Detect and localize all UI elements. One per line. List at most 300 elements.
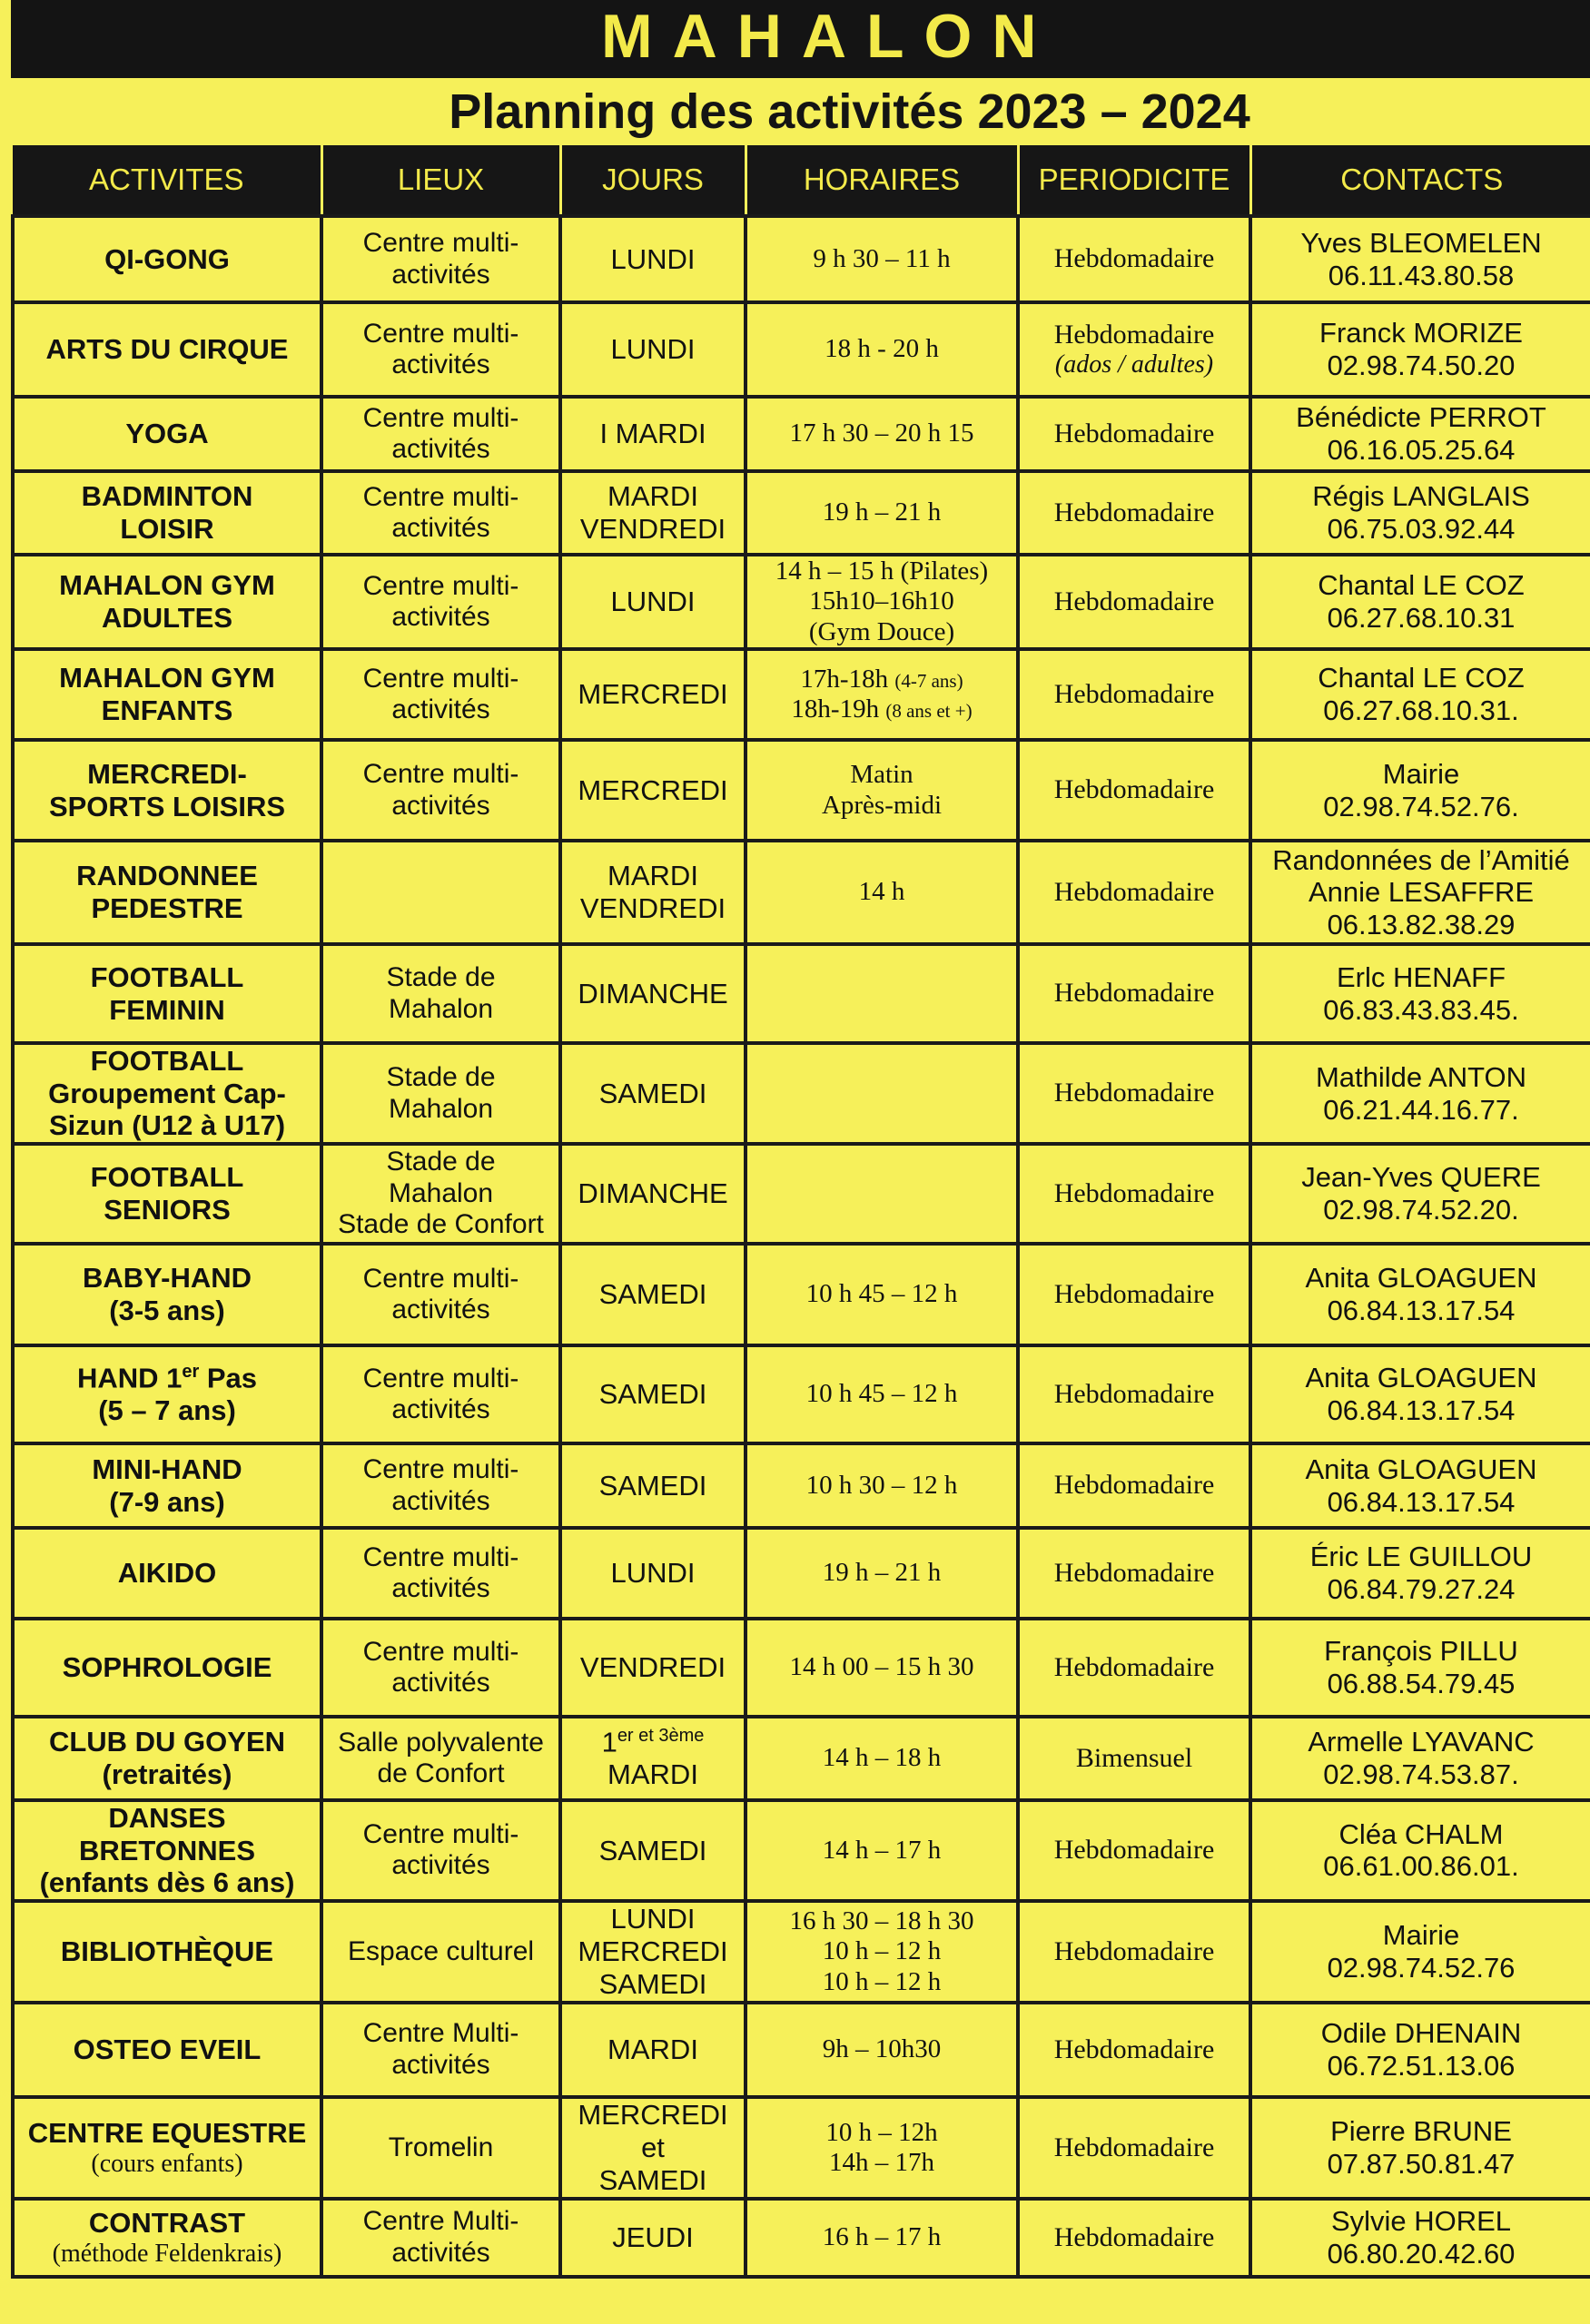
cell-activite	[13, 944, 321, 1043]
activite-line: (3-5 ans)	[109, 1295, 225, 1327]
horaires-line: 19 h – 21 h	[822, 1558, 942, 1588]
cell-horaires	[746, 1528, 1018, 1619]
contact-line: 06.84.13.17.54	[1327, 1295, 1516, 1327]
activite-line: MINI-HAND	[92, 1452, 242, 1485]
cell-lieu	[321, 1901, 560, 2003]
cell-contact	[1250, 944, 1590, 1043]
cell-horaires	[746, 1443, 1018, 1528]
activite-line: CLUB DU GOYEN	[48, 1726, 286, 1758]
lieu-line: Centre multi-	[362, 1363, 519, 1393]
activite-line: SENIORS	[104, 1194, 231, 1226]
activite-line: ADULTES	[101, 602, 233, 635]
periodicite-text: Hebdomadaire	[1053, 774, 1215, 805]
jours-line: SAMEDI	[598, 1834, 707, 1866]
contact-line: Chantal LE COZ	[1318, 662, 1525, 694]
jours-line: DIMANCHE	[578, 1177, 728, 1210]
contact-line: 06.88.54.79.45	[1327, 1668, 1516, 1700]
activite-line: (retraités)	[102, 1758, 232, 1791]
periodicite-text: Hebdomadaire	[1053, 1278, 1215, 1309]
contact-line: 06.80.20.42.60	[1327, 2237, 1516, 2270]
cell-contact	[1250, 471, 1590, 555]
cell-contact	[1250, 1619, 1590, 1717]
horaires-line: 16 h 30 – 18 h 30	[789, 1905, 974, 1935]
periodicite-text: Bimensuel	[1075, 1742, 1193, 1773]
cell-activite	[13, 1043, 321, 1144]
contact-line: Anita GLOAGUEN	[1305, 1262, 1537, 1295]
cell-contact	[1250, 555, 1590, 649]
horaires-age: (4-7 ans)	[894, 669, 963, 692]
cell-jours	[560, 1345, 746, 1443]
table-row	[13, 1528, 1590, 1619]
activite-line: ARTS DU CIRQUE	[45, 333, 289, 366]
periodicite-text: Hebdomadaire	[1053, 876, 1215, 907]
cell-periodicite	[1018, 649, 1250, 740]
cell-activite	[13, 397, 321, 471]
cell-jours	[560, 2199, 746, 2277]
cell-horaires	[746, 2199, 1018, 2277]
horaires-line	[751, 694, 1012, 724]
table-row	[13, 2199, 1590, 2277]
activite-line: SOPHROLOGIE	[62, 1651, 272, 1684]
contact-line: 07.87.50.81.47	[1327, 2147, 1516, 2180]
table-row	[13, 1043, 1590, 1144]
contact-line: Sylvie HOREL	[1330, 2205, 1512, 2238]
cell-activite	[13, 1717, 321, 1800]
cell-horaires	[746, 216, 1018, 302]
cell-contact	[1250, 216, 1590, 302]
cell-lieu	[321, 397, 560, 471]
cell-contact	[1250, 2199, 1590, 2277]
jours-line: SAMEDI	[598, 1378, 707, 1411]
cell-jours	[560, 471, 746, 555]
cell-activite	[13, 1443, 321, 1528]
cell-jours	[560, 1901, 746, 2003]
cell-periodicite	[1018, 1043, 1250, 1144]
cell-jours	[560, 1619, 746, 1717]
table-row	[13, 1901, 1590, 2003]
cell-lieu	[321, 1244, 560, 1345]
contact-line: 06.27.68.10.31	[1327, 602, 1516, 635]
cell-activite	[13, 1345, 321, 1443]
contact-line: François PILLU	[1324, 1635, 1518, 1668]
activite-line: RANDONNEE	[76, 860, 258, 892]
contact-line: 06.27.68.10.31.	[1323, 694, 1519, 727]
activite-line: CONTRAST	[88, 2207, 246, 2240]
cell-activite	[13, 2199, 321, 2277]
contact-line: 02.98.74.52.20.	[1323, 1194, 1519, 1226]
periodicite-text: Hebdomadaire	[1053, 1557, 1215, 1588]
lieu-line: activités	[391, 1394, 490, 1425]
cell-activite	[13, 2003, 321, 2097]
cell-horaires	[746, 1717, 1018, 1800]
cell-periodicite	[1018, 2003, 1250, 2097]
jours-line: MARDI	[607, 2034, 698, 2066]
activite-line: AIKIDO	[117, 1557, 217, 1590]
cell-lieu	[321, 1043, 560, 1144]
cell-jours	[560, 649, 746, 740]
lieu-line: activités	[391, 1573, 490, 1604]
cell-activite	[13, 1901, 321, 2003]
cell-periodicite	[1018, 1901, 1250, 2003]
cell-horaires	[746, 1144, 1018, 1244]
jours-line: MERCREDI	[578, 773, 728, 806]
activite-line: MAHALON GYM	[59, 569, 275, 602]
periodicite-text: Hebdomadaire	[1053, 497, 1215, 527]
periodicite-text: Hebdomadaire	[1053, 1078, 1215, 1108]
cell-jours	[560, 841, 746, 944]
contact-line: Mathilde ANTON	[1315, 1060, 1526, 1093]
table-row	[13, 841, 1590, 944]
jours-line: VENDREDI	[579, 1651, 726, 1684]
cell-activite	[13, 216, 321, 302]
periodicite-text: Hebdomadaire	[1053, 1378, 1215, 1409]
cell-lieu	[321, 2199, 560, 2277]
cell-periodicite	[1018, 397, 1250, 471]
cell-horaires	[746, 1043, 1018, 1144]
horaires-line: 10 h – 12 h	[822, 1966, 942, 1996]
lieu-line: Centre Multi-	[362, 2206, 519, 2237]
table-row	[13, 1443, 1590, 1528]
contact-line: 02.98.74.50.20	[1327, 350, 1516, 381]
cell-jours	[560, 1800, 746, 1901]
horaires-line: 10 h 30 – 12 h	[805, 1470, 958, 1500]
horaires-line: 17 h 30 – 20 h 15	[789, 419, 974, 448]
jours-line: MARDI	[607, 1758, 698, 1791]
lieu-line: activités	[391, 1850, 490, 1881]
activite-line: (7-9 ans)	[109, 1485, 225, 1518]
cell-periodicite	[1018, 1717, 1250, 1800]
cell-contact	[1250, 1443, 1590, 1528]
cell-contact	[1250, 1528, 1590, 1619]
horaires-line: 10 h 45 – 12 h	[805, 1379, 958, 1409]
periodicite-text: Hebdomadaire	[1053, 2221, 1215, 2252]
cell-contact	[1250, 302, 1590, 397]
jours-line: MERCREDI	[578, 1935, 728, 1968]
column-header-lieu: LIEUX	[321, 145, 560, 216]
jours-line: DIMANCHE	[578, 977, 728, 1009]
cell-activite	[13, 302, 321, 397]
horaires-line: 14 h 00 – 15 h 30	[789, 1652, 974, 1682]
lieu-line: Espace culturel	[347, 1935, 535, 1966]
jours-text: 1	[601, 1726, 617, 1758]
contact-line: Chantal LE COZ	[1318, 569, 1525, 602]
cell-jours	[560, 302, 746, 397]
activite-line: (5 – 7 ans)	[98, 1394, 236, 1427]
horaires-line: 14h – 17h	[829, 2147, 934, 2177]
lieu-line: Mahalon	[388, 993, 494, 1024]
cell-jours	[560, 740, 746, 841]
jours-sup: er et 3ème	[617, 1726, 705, 1747]
activite-note: (cours enfants)	[91, 2149, 243, 2178]
contact-line: 02.98.74.52.76	[1327, 1951, 1516, 1984]
jours-line: SAMEDI	[598, 1077, 707, 1109]
contact-line: 06.75.03.92.44	[1327, 513, 1516, 545]
cell-horaires	[746, 397, 1018, 471]
contact-line: Annie LESAFFRE	[1308, 876, 1535, 909]
cell-periodicite	[1018, 471, 1250, 555]
jours-line: JEUDI	[612, 2221, 694, 2254]
horaires-line: 9 h 30 – 11 h	[813, 243, 951, 273]
lieu-line: activités	[391, 694, 490, 725]
periodicite-note: (ados / adultes)	[1054, 350, 1214, 379]
contact-line: 06.11.43.80.58	[1328, 259, 1515, 291]
cell-lieu	[321, 1619, 560, 1717]
cell-horaires	[746, 1345, 1018, 1443]
lieu-line: activités	[391, 2237, 490, 2268]
lieu-line: Tromelin	[388, 2132, 494, 2162]
cell-contact	[1250, 1144, 1590, 1244]
contact-line: 06.61.00.86.01.	[1323, 1850, 1519, 1883]
cell-activite	[13, 471, 321, 555]
cell-jours	[560, 397, 746, 471]
contact-line: 02.98.74.53.87.	[1323, 1758, 1519, 1791]
activite-line: FOOTBALL	[90, 960, 244, 993]
activite-line: ENFANTS	[101, 694, 233, 727]
activite-line: FOOTBALL	[90, 1045, 244, 1078]
cell-lieu	[321, 944, 560, 1043]
cell-periodicite	[1018, 2097, 1250, 2199]
horaires-line: 14 h – 15 h (Pilates)	[775, 556, 989, 586]
cell-lieu	[321, 2003, 560, 2097]
cell-lieu	[321, 1345, 560, 1443]
periodicite-text: Hebdomadaire	[1053, 1470, 1215, 1501]
cell-lieu	[321, 740, 560, 841]
jours-line: MERCREDI	[578, 678, 728, 711]
cell-horaires	[746, 2097, 1018, 2199]
table-row	[13, 216, 1590, 302]
lieu-line: Salle polyvalente	[338, 1727, 544, 1758]
cell-periodicite	[1018, 1443, 1250, 1528]
jours-line: SAMEDI	[598, 1278, 707, 1311]
horaires-line: 10 h – 12h	[825, 2117, 938, 2147]
table-row	[13, 1717, 1590, 1800]
cell-lieu	[321, 1528, 560, 1619]
lieu-line: activités	[391, 434, 490, 464]
contact-line: 06.84.13.17.54	[1327, 1394, 1516, 1427]
cell-periodicite	[1018, 302, 1250, 397]
cell-lieu	[321, 1800, 560, 1901]
jours-line: LUNDI	[610, 586, 696, 618]
cell-contact	[1250, 2097, 1590, 2199]
jours-line: LUNDI	[610, 1903, 696, 1935]
lieu-line: Centre Multi-	[362, 2018, 519, 2049]
contact-line: 06.84.13.17.54	[1327, 1485, 1516, 1518]
table-row	[13, 1144, 1590, 1244]
cell-periodicite	[1018, 2199, 1250, 2277]
jours-line: SAMEDI	[598, 1967, 707, 2000]
cell-jours	[560, 216, 746, 302]
cell-lieu	[321, 471, 560, 555]
title-banner	[11, 0, 1590, 78]
cell-periodicite	[1018, 555, 1250, 649]
activite-line: CENTRE EQUESTRE	[27, 2117, 307, 2150]
lieu-line: Centre multi-	[362, 570, 519, 601]
jours-line: LUNDI	[610, 1557, 696, 1590]
cell-horaires	[746, 1901, 1018, 2003]
cell-activite	[13, 1244, 321, 1345]
lieu-line: activités	[391, 259, 490, 290]
activite-line: DANSES	[108, 1802, 226, 1835]
cell-jours	[560, 1043, 746, 1144]
cell-lieu	[321, 1443, 560, 1528]
cell-activite	[13, 1800, 321, 1901]
cell-horaires	[746, 471, 1018, 555]
periodicite-text: Hebdomadaire	[1053, 978, 1215, 1009]
table-row	[13, 397, 1590, 471]
cell-periodicite	[1018, 1800, 1250, 1901]
horaires-line: 16 h – 17 h	[822, 2222, 942, 2252]
table-row	[13, 944, 1590, 1043]
lieu-line: Stade de	[386, 1147, 496, 1177]
contact-line: 06.84.79.27.24	[1327, 1573, 1516, 1606]
table-row	[13, 2097, 1590, 2199]
contact-line: Mairie	[1382, 757, 1460, 790]
cell-periodicite	[1018, 1244, 1250, 1345]
activite-line: Sizun (U12 à U17)	[48, 1109, 286, 1142]
page-title: MAHALON	[601, 2, 1057, 71]
cell-periodicite	[1018, 1619, 1250, 1717]
lieu-line: Mahalon	[388, 1177, 494, 1208]
jours-line: LUNDI	[610, 333, 696, 366]
cell-lieu	[321, 1717, 560, 1800]
cell-contact	[1250, 1717, 1590, 1800]
contact-line: Randonnées de l’Amitié	[1272, 843, 1570, 876]
activite-line: QI-GONG	[104, 242, 230, 275]
cell-lieu	[321, 841, 560, 944]
horaires-line: 14 h – 17 h	[822, 1835, 942, 1865]
lieu-line: Mahalon	[388, 1093, 494, 1124]
horaires-text: 18h-19h	[791, 694, 880, 724]
lieu-line: Centre multi-	[362, 228, 519, 258]
contact-line: Mairie	[1382, 1919, 1460, 1952]
activite-sup: er	[182, 1362, 200, 1383]
jours-line: MERCREDI	[578, 2099, 728, 2132]
cell-activite	[13, 2097, 321, 2199]
cell-jours	[560, 1528, 746, 1619]
contact-line: Armelle LYAVANC	[1308, 1726, 1535, 1758]
cell-periodicite	[1018, 1528, 1250, 1619]
periodicite-text: Hebdomadaire	[1053, 586, 1215, 616]
activite-line: BABY-HAND	[83, 1262, 252, 1295]
jours-line: MARDI	[607, 860, 698, 892]
lieu-line: activités	[391, 602, 490, 633]
jours-line: SAMEDI	[598, 2163, 707, 2196]
periodicite-text: Hebdomadaire	[1053, 1935, 1215, 1966]
periodicite-text: Hebdomadaire	[1053, 1651, 1215, 1682]
contact-line: 06.72.51.13.06	[1327, 2049, 1516, 2082]
lieu-line: Centre multi-	[362, 1454, 519, 1485]
contact-line: Éric LE GUILLOU	[1309, 1541, 1533, 1573]
lieu-line: activités	[391, 1668, 490, 1699]
cell-horaires	[746, 555, 1018, 649]
activite-line: BADMINTON	[81, 480, 253, 513]
table-row	[13, 302, 1590, 397]
cell-contact	[1250, 1800, 1590, 1901]
activite-line: (enfants dès 6 ans)	[39, 1866, 295, 1899]
lieu-line: activités	[391, 790, 490, 821]
cell-jours	[560, 944, 746, 1043]
horaires-line: 18 h - 20 h	[825, 334, 939, 364]
periodicite-text: Hebdomadaire	[1053, 319, 1215, 350]
lieu-line: activités	[391, 2049, 490, 2080]
activite-line: BRETONNES	[78, 1834, 256, 1866]
lieu-line: de Confort	[377, 1758, 505, 1789]
cell-lieu	[321, 216, 560, 302]
cell-jours	[560, 2097, 746, 2199]
cell-jours	[560, 2003, 746, 2097]
cell-contact	[1250, 2003, 1590, 2097]
cell-contact	[1250, 397, 1590, 471]
horaires-line: Après-midi	[821, 790, 943, 820]
horaires-age: (8 ans et +)	[885, 700, 973, 723]
cell-horaires	[746, 1800, 1018, 1901]
periodicite-text: Hebdomadaire	[1053, 243, 1215, 274]
periodicite-text: Hebdomadaire	[1053, 678, 1215, 709]
contact-line: Régis LANGLAIS	[1312, 480, 1530, 513]
jours-line: VENDREDI	[579, 513, 726, 545]
activite-note: (méthode Feldenkrais)	[52, 2239, 282, 2268]
lieu-line: Centre multi-	[362, 402, 519, 433]
periodicite-text: Hebdomadaire	[1053, 1177, 1215, 1208]
table-row	[13, 1619, 1590, 1717]
table-row	[13, 471, 1590, 555]
jours-line: SAMEDI	[598, 1469, 707, 1502]
lieu-line: Stade de Confort	[338, 1209, 544, 1240]
cell-periodicite	[1018, 216, 1250, 302]
planning-table	[11, 145, 1590, 2279]
page-subtitle: Planning des activités 2023 – 2024	[449, 84, 1250, 139]
cell-lieu	[321, 1144, 560, 1244]
contact-line: Odile DHENAIN	[1320, 2017, 1522, 2050]
cell-contact	[1250, 1345, 1590, 1443]
periodicite-text: Hebdomadaire	[1053, 2132, 1215, 2162]
contact-line: Anita GLOAGUEN	[1305, 1452, 1537, 1485]
cell-jours	[560, 1443, 746, 1528]
table-header-row	[13, 145, 1590, 216]
horaires-line: 14 h	[858, 877, 905, 907]
lieu-line: Centre multi-	[362, 1541, 519, 1572]
column-header-periodicite: PERIODICITE	[1018, 145, 1250, 216]
periodicite-text: Hebdomadaire	[1053, 1835, 1215, 1866]
cell-lieu	[321, 649, 560, 740]
column-header-jours: JOURS	[560, 145, 746, 216]
cell-activite	[13, 740, 321, 841]
contact-line: 06.21.44.16.77.	[1323, 1093, 1519, 1126]
table-row	[13, 555, 1590, 649]
horaires-line: 10 h – 12 h	[822, 1936, 942, 1966]
table-row	[13, 740, 1590, 841]
activite-line: FEMININ	[109, 993, 225, 1026]
lieu-line: Centre multi-	[362, 1263, 519, 1294]
activite-line: LOISIR	[120, 513, 214, 545]
jours-line: et	[641, 2132, 665, 2164]
activite-line	[18, 1362, 316, 1394]
activite-text: HAND 1	[76, 1362, 183, 1394]
lieu-line: Centre multi-	[362, 1818, 519, 1849]
cell-periodicite	[1018, 1345, 1250, 1443]
cell-contact	[1250, 740, 1590, 841]
table-row	[13, 1244, 1590, 1345]
cell-horaires	[746, 2003, 1018, 2097]
horaires-line: Matin	[850, 760, 914, 790]
cell-jours	[560, 555, 746, 649]
contact-line: Yves BLEOMELEN	[1300, 226, 1542, 259]
contact-line: 06.83.43.83.45.	[1323, 993, 1519, 1026]
activite-line: PEDESTRE	[91, 892, 243, 925]
jours-line: MARDI	[607, 480, 698, 513]
contact-line: Jean-Yves QUERE	[1301, 1161, 1541, 1194]
jours-line	[566, 1726, 740, 1758]
